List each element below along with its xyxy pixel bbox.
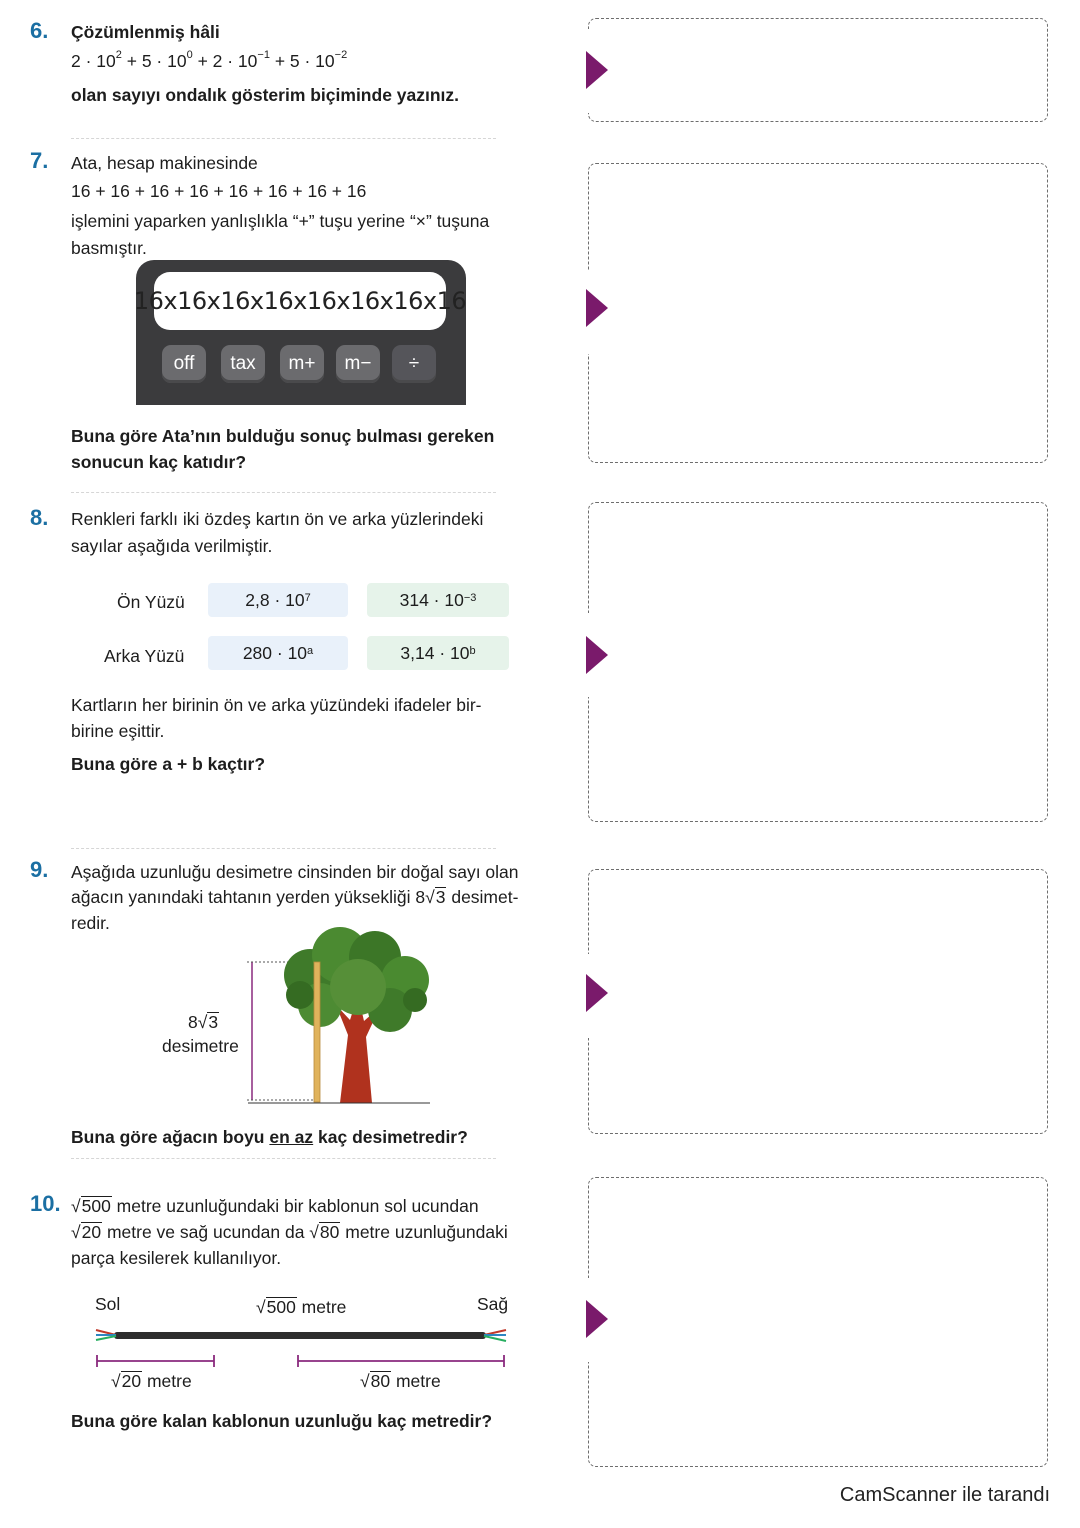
cable-diagram	[92, 1324, 512, 1370]
right-cut-label: √80 metre	[360, 1371, 441, 1391]
tree-illustration	[240, 925, 440, 1110]
front-face-label: Ön Yüzü	[117, 592, 185, 612]
divider	[71, 848, 496, 849]
calculator-key: ÷	[392, 345, 436, 383]
cable	[114, 1332, 486, 1339]
question-number: 7.	[30, 148, 49, 173]
question-text: birine eşittir.	[71, 721, 165, 741]
scanner-watermark: CamScanner ile tarandı	[839, 1484, 1050, 1506]
card-1-back: 280 · 10 $^a$	[208, 636, 348, 670]
answer-box-10[interactable]	[588, 1177, 1048, 1467]
question-prompt: olan sayıyı ondalık gösterim biçiminde yazınız.	[71, 85, 460, 105]
question-text: 16 + 16 + 16 + 16 + 16 + 16 + 16 + 16	[71, 181, 367, 201]
question-text: √20 metre ve sağ ucundan da √80 metre uzunluğundaki	[71, 1222, 508, 1242]
calculator-key: m+	[280, 345, 324, 383]
question-text: Aşağıda uzunluğu desimetre cinsinden bir doğal sayı olan	[71, 862, 519, 882]
wooden-plank	[314, 962, 320, 1102]
question-text: ağacın yanındaki tahtanın yerden yüksekliği 8√3 desimet-	[71, 887, 519, 907]
left-end-label: Sol	[95, 1294, 121, 1314]
height-value: 8√3	[188, 1012, 219, 1032]
question-text: parça kesilerek kullanılıyor.	[71, 1248, 282, 1268]
question-text: √500 metre uzunluğundaki bir kablonun sol ucundan	[71, 1196, 479, 1216]
question-text: Kartların her birinin ön ve arka yüzündeki ifadeler bir-	[71, 695, 482, 715]
arrow-icon	[586, 51, 608, 89]
answer-box-8[interactable]	[588, 502, 1048, 822]
answer-box-6[interactable]	[588, 18, 1048, 122]
calculator-key: off	[162, 345, 206, 383]
arrow-icon	[586, 974, 608, 1012]
calculator-key: m−	[336, 345, 380, 383]
height-unit: desimetre	[162, 1036, 239, 1056]
answer-box-7[interactable]	[588, 163, 1048, 463]
calculator-image	[133, 260, 467, 405]
calculator-key: tax	[221, 345, 265, 383]
back-face-label: Arka Yüzü	[104, 646, 185, 666]
divider	[71, 138, 496, 139]
question-prompt: Buna göre ağacın boyu en az kaç desimetredir?	[71, 1127, 468, 1147]
card-2-back: 3,14 · 10 $^b$	[367, 636, 509, 670]
arrow-icon	[586, 289, 608, 327]
card-1-front: 2,8 · 10 $^7$	[208, 583, 348, 617]
left-cut-label: √20 metre	[111, 1371, 192, 1391]
question-prompt: Buna göre Ata’nın bulduğu sonuç bulması gereken	[71, 426, 495, 446]
card-2-front: 314 · 10 $^{-3}$	[367, 583, 509, 617]
expanded-expression: $2 \cdot 10^2 + 5 \cdot 10^0 + 2 \cdot 10^{-1} + 5 \cdot 10^{-2}$	[71, 49, 348, 71]
question-title: Çözümlenmiş hâli	[71, 22, 220, 42]
arrow-icon	[586, 636, 608, 674]
right-end-label: Sağ	[477, 1294, 509, 1314]
right-wire-ends	[484, 1330, 506, 1341]
arrow-icon	[586, 1300, 608, 1338]
total-length-label: √500 metre	[256, 1297, 347, 1317]
calculator-display: 16x16x16x16x16x16x16x16	[154, 272, 446, 330]
question-text: Ata, hesap makinesinde	[71, 153, 258, 173]
question-text: sayılar aşağıda verilmiştir.	[71, 536, 273, 556]
question-text: Renkleri farklı iki özdeş kartın ön ve arka yüzlerindeki	[71, 509, 484, 529]
answer-box-9[interactable]	[588, 869, 1048, 1134]
question-text: basmıştır.	[71, 238, 147, 258]
question-number: 6.	[30, 18, 49, 43]
question-text: işlemini yaparken yanlışlıkla “+” tuşu yerine “×” tuşuna	[71, 211, 490, 231]
question-number: 10.	[30, 1191, 61, 1216]
question-text: redir.	[71, 913, 110, 933]
question-prompt: Buna göre kalan kablonun uzunluğu kaç metredir?	[71, 1411, 493, 1431]
question-prompt: Buna göre a + b kaçtır?	[71, 754, 266, 774]
question-prompt: sonucun kaç katıdır?	[71, 452, 247, 472]
left-wire-ends	[96, 1330, 116, 1340]
divider	[71, 492, 496, 493]
divider	[71, 1158, 496, 1159]
question-number: 8.	[30, 505, 49, 530]
question-number: 9.	[30, 857, 49, 882]
